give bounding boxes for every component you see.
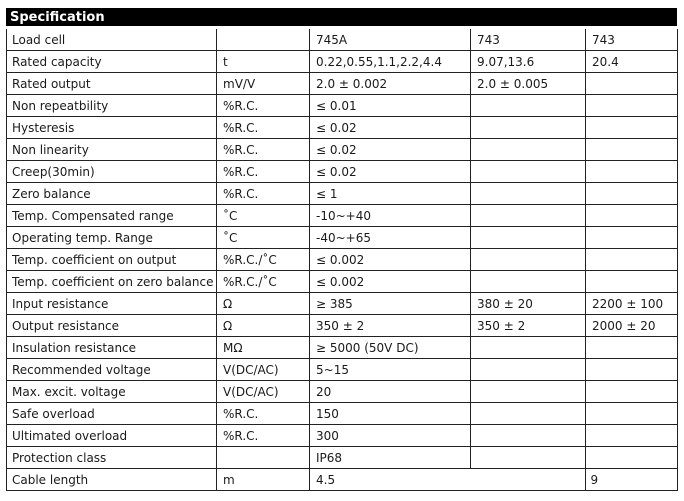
value-745a-cell: -40~+65 [310,227,471,249]
table-row [7,51,678,73]
table-row [7,381,678,403]
unit-cell [217,29,310,51]
table-row [7,403,678,425]
value-745a-cell: -10~+40 [310,205,471,227]
table-row [7,249,678,271]
value-743-b-cell [586,161,678,183]
value-743-b-cell [586,447,678,469]
value-743-cell [471,183,586,205]
param-cell: Zero balance [7,183,217,205]
table-row [7,425,678,447]
unit-cell [217,447,310,469]
value-743-b-cell [586,271,678,293]
param-cell: Hysteresis [7,117,217,139]
value-745a-cell: ≤ 1 [310,183,471,205]
param-cell: Load cell [7,29,217,51]
param-cell: Insulation resistance [7,337,217,359]
table-row [7,337,678,359]
param-cell: Rated capacity [7,51,217,73]
table-row [7,95,678,117]
unit-cell: t [217,51,310,73]
value-743-cell [471,249,586,271]
value-743-b-cell [586,139,678,161]
value-743-cell: 350 ± 2 [471,315,586,337]
value-745a-cell: 4.5 [310,469,471,491]
unit-cell: Ω [217,293,310,315]
value-743-b-cell: 2000 ± 20 [586,315,678,337]
value-743-cell [471,381,586,403]
unit-cell: MΩ [217,337,310,359]
value-745a-cell: ≤ 0.02 [310,139,471,161]
value-745a-cell: 350 ± 2 [310,315,471,337]
unit-cell: ˚C [217,205,310,227]
unit-cell: V(DC/AC) [217,359,310,381]
param-cell: Operating temp. Range [7,227,217,249]
table-row [7,117,678,139]
value-743-b-cell [586,359,678,381]
unit-cell: %R.C. [217,139,310,161]
param-cell: Safe overload [7,403,217,425]
table-row [7,73,678,95]
value-745a-cell: ≤ 0.01 [310,95,471,117]
value-743-b-cell [586,95,678,117]
value-743-cell [471,161,586,183]
value-743-b-cell [586,381,678,403]
value-745a-cell: ≥ 385 [310,293,471,315]
value-743-b-cell: 743 [586,29,678,51]
value-745a-cell: 150 [310,403,471,425]
value-743-cell: 9.07,13.6 [471,51,586,73]
value-743-cell [471,447,586,469]
spec-table [6,29,678,491]
unit-cell: %R.C. [217,183,310,205]
value-743-b-cell: 2200 ± 100 [586,293,678,315]
value-743-cell [471,117,586,139]
param-cell: Temp. Compensated range [7,205,217,227]
table-row [7,315,678,337]
value-743-b-cell [586,117,678,139]
param-cell: Rated output [7,73,217,95]
value-743-cell [471,425,586,447]
table-row [7,293,678,315]
value-743-b-cell [586,73,678,95]
value-743-b-cell [586,183,678,205]
unit-cell: ˚C [217,227,310,249]
table-row [7,205,678,227]
param-cell: Ultimated overload [7,425,217,447]
table-row [7,161,678,183]
spec-header: Specification [6,8,677,26]
table-row [7,29,678,51]
unit-cell: m [217,469,310,491]
value-745a-cell: IP68 [310,447,471,469]
value-743-cell [471,95,586,117]
value-743-b-cell [586,227,678,249]
value-745a-cell: ≤ 0.02 [310,161,471,183]
unit-cell: %R.C./˚C [217,271,310,293]
value-745a-cell: 5~15 [310,359,471,381]
value-743-b-cell [586,249,678,271]
param-cell: Recommended voltage [7,359,217,381]
table-row [7,271,678,293]
value-743-cell: 743 [471,29,586,51]
table-row [7,183,678,205]
value-743-b-cell [586,205,678,227]
table-row [7,469,678,491]
value-743-b-cell [586,425,678,447]
value-745a-cell: 2.0 ± 0.002 [310,73,471,95]
value-743-cell [471,205,586,227]
value-743-b-cell: 20.4 [586,51,678,73]
value-745a-cell: ≥ 5000 (50V DC) [310,337,471,359]
unit-cell: %R.C. [217,161,310,183]
value-743-cell: 380 ± 20 [471,293,586,315]
unit-cell: %R.C./˚C [217,249,310,271]
value-743-b-cell [586,469,678,491]
unit-cell: V(DC/AC) [217,381,310,403]
value-743-cell [471,139,586,161]
value-745a-cell: ≤ 0.002 [310,249,471,271]
table-row [7,447,678,469]
table-row [7,359,678,381]
table-row [7,227,678,249]
value-743-cell [471,359,586,381]
spec-table-body [7,29,678,491]
unit-cell: Ω [217,315,310,337]
unit-cell: %R.C. [217,403,310,425]
value-745a-cell: 20 [310,381,471,403]
param-cell: Input resistance [7,293,217,315]
param-cell: Output resistance [7,315,217,337]
unit-cell: %R.C. [217,425,310,447]
unit-cell: %R.C. [217,117,310,139]
value-745a-cell: 745A [310,29,471,51]
param-cell: Creep(30min) [7,161,217,183]
value-743-cell [471,271,586,293]
table-row [7,139,678,161]
value-743-cell [471,337,586,359]
value-745a-cell: ≤ 0.02 [310,117,471,139]
param-cell: Temp. coefficient on zero balance [7,271,217,293]
unit-cell: mV/V [217,73,310,95]
value-743-b-cell [586,403,678,425]
value-743-cell [471,227,586,249]
value-743-cell [471,403,586,425]
param-cell: Cable length [7,469,217,491]
value-745a-cell: 300 [310,425,471,447]
unit-cell: %R.C. [217,95,310,117]
value-743-b-cell [586,337,678,359]
param-cell: Non repeatbility [7,95,217,117]
value-743-cell: 2.0 ± 0.005 [471,73,586,95]
value-743-cell: 9 [471,469,586,491]
value-745a-cell: 0.22,0.55,1.1,2.2,4.4 [310,51,471,73]
param-cell: Protection class [7,447,217,469]
param-cell: Temp. coefficient on output [7,249,217,271]
param-cell: Max. excit. voltage [7,381,217,403]
value-745a-cell: ≤ 0.002 [310,271,471,293]
param-cell: Non linearity [7,139,217,161]
